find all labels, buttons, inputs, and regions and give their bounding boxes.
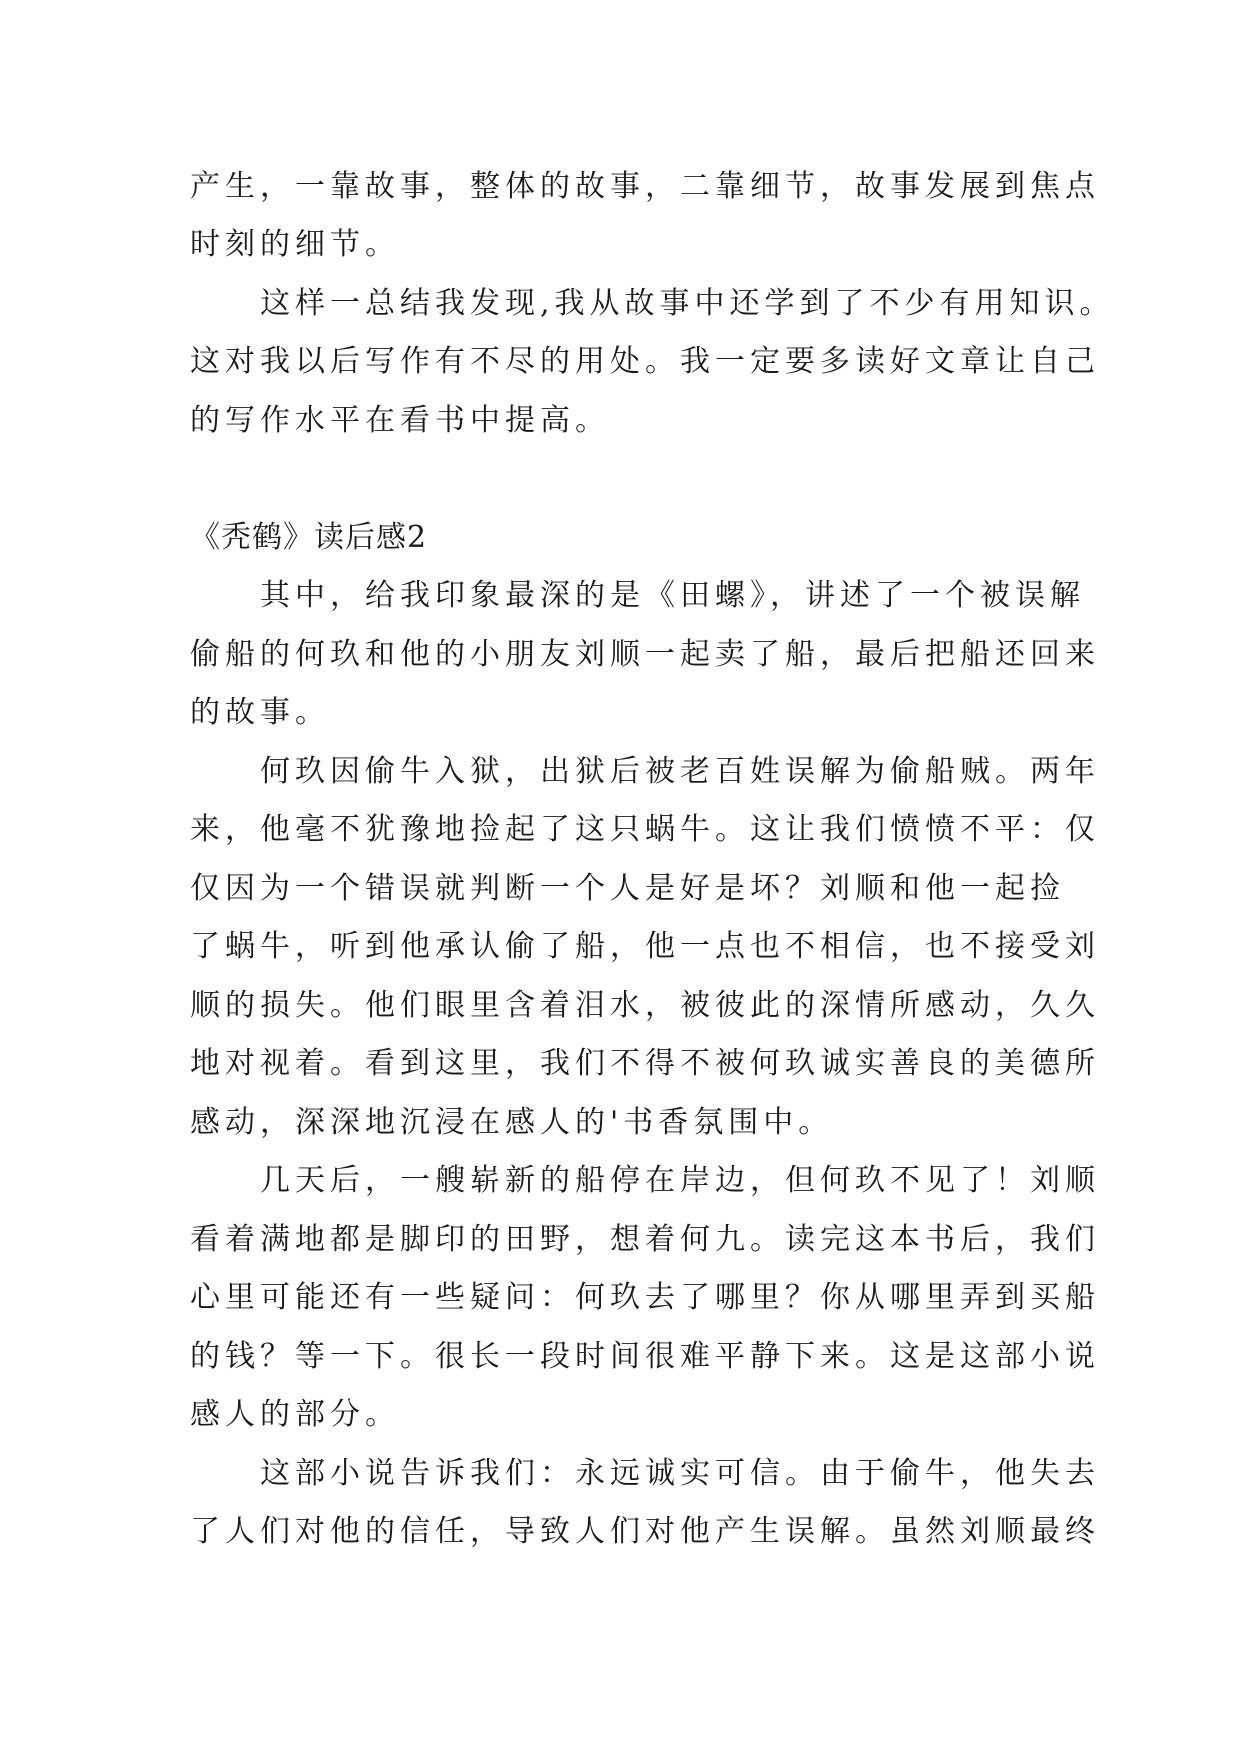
text-line: 这部小说告诉我们：永远诚实可信。由于偷牛，他失去 — [190, 1456, 1100, 1491]
text-line: 来，他毫不犹豫地捡起了这只蜗牛。这让我们愤愤不平：仅 — [190, 812, 1100, 847]
text-line: 何玖因偷牛入狱，出狱后被老百姓误解为偷船贼。两年 — [190, 754, 1100, 789]
text-line: 感动，深深地沉浸在感人的'书香氛围中。 — [190, 1105, 834, 1140]
text-line: 看着满地都是脚印的田野，想着何九。读完这本书后，我们 — [190, 1222, 1100, 1257]
text-line: 了人们对他的信任，导致人们对他产生误解。虽然刘顺最终 — [190, 1514, 1100, 1549]
text-line: 偷船的何玖和他的小朋友刘顺一起卖了船，最后把船还回来 — [190, 637, 1100, 672]
text-line: 时刻的细节。 — [190, 227, 400, 262]
text-line: 这样一总结我发现,我从故事中还学到了不少有用知识。 — [190, 286, 1115, 321]
text-line: 仅因为一个错误就判断一个人是好是坏？刘顺和他一起捡 — [190, 871, 1065, 906]
text-line: 了蜗牛，听到他承认偷了船，他一点也不相信，也不接受刘 — [190, 929, 1100, 964]
text-line: 感人的部分。 — [190, 1397, 400, 1432]
text-line: 其中，给我印象最深的是《田螺》，讲述了一个被误解 — [190, 578, 1085, 613]
text-line: 心里可能还有一些疑问：何玖去了哪里？你从哪里弄到买船 — [190, 1280, 1100, 1315]
text-line: 的写作水平在看书中提高。 — [190, 403, 610, 438]
text-line: 的故事。 — [190, 695, 330, 730]
text-line: 几天后，一艘崭新的船停在岸边，但何玖不见了！刘顺 — [190, 1163, 1100, 1198]
text-line: 产生，一靠故事，整体的故事，二靠细节，故事发展到焦点 — [190, 169, 1100, 204]
text-line: 顺的损失。他们眼里含着泪水，被彼此的深情所感动，久久 — [190, 988, 1100, 1023]
text-line: 这对我以后写作有不尽的用处。我一定要多读好文章让自己 — [190, 344, 1100, 379]
section-title: 《秃鹤》读后感2 — [190, 520, 428, 555]
text-line: 地对视着。看到这里，我们不得不被何玖诚实善良的美德所 — [190, 1046, 1100, 1081]
text-line: 的钱？等一下。很长一段时间很难平静下来。这是这部小说 — [190, 1339, 1100, 1374]
